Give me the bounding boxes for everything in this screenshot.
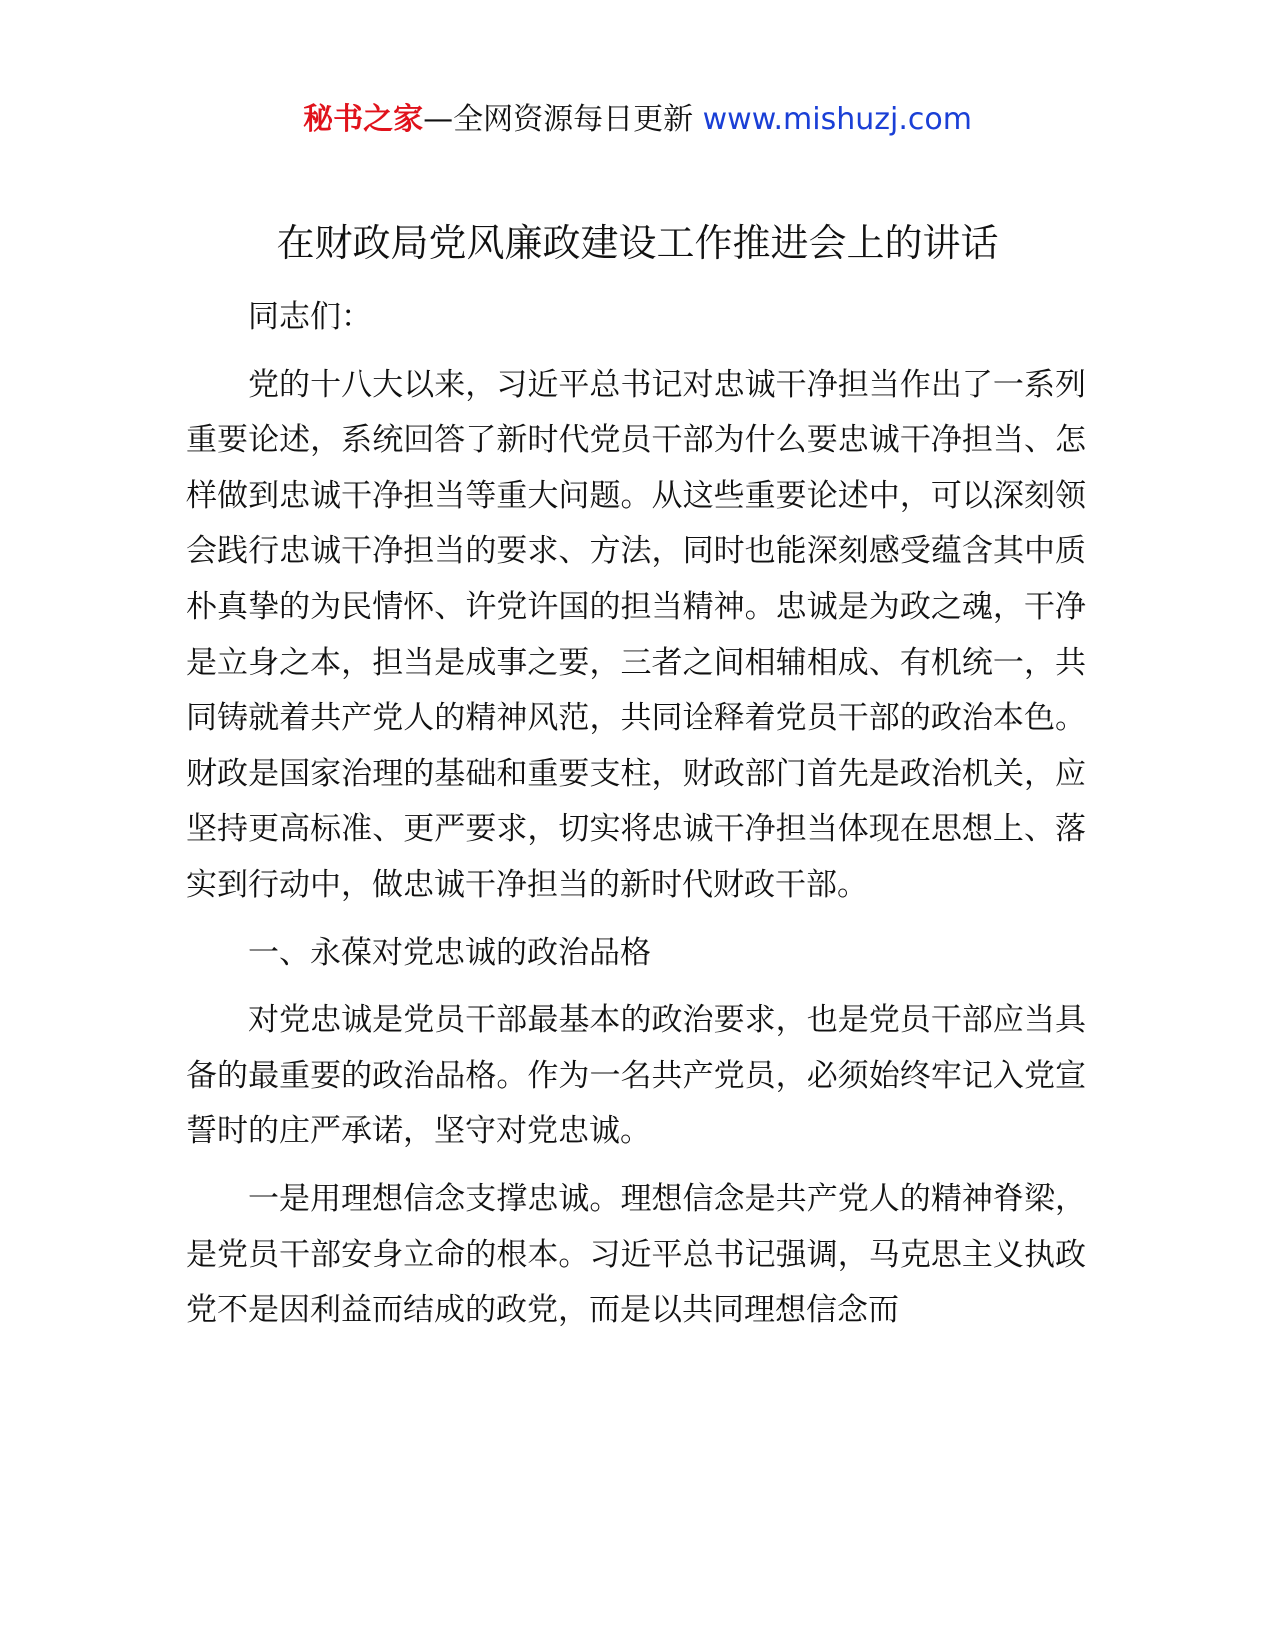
salutation: 同志们： (248, 299, 372, 335)
brand-name: 秘书之家 (303, 102, 424, 137)
paragraph-section-1-intro: 对党忠诚是党员干部最基本的政治要求，也是党员干部应当具备的最重要的政治品格。作为一名共产党员，必须始终牢记入党宣誓时的庄严承诺，坚守对党忠诚。 (186, 1002, 1086, 1150)
paragraph-point-1: 一是用理想信念支撑忠诚。理想信念是共产党人的精神脊梁，是党员干部安身立命的根本。习近平总书记强调，马克思主义执政党不是因利益而结成的政党，而是以共同理想信念而 (186, 1180, 1086, 1329)
header-tagline: —全网资源每日更新 (423, 102, 694, 137)
document-title: 在财政局党风廉政建设工作推进会上的讲话 (276, 221, 999, 265)
paragraph-intro: 党的十八大以来，习近平总书记对忠诚干净担当作出了一系列重要论述，系统回答了新时代党员干部为什么要忠诚干净担当、怎样做到忠诚干净担当等重大问题。从这些重要论述中，可以深刻领会践行忠诚干净担当的要求、方法，同时也能深刻感受蕴含其中质朴真挚的为民情怀、许党许国的担当精神。忠诚是为政之魂，干净是立身之本，担当是成事之要，三者之间相辅相成、有机统一，共同铸就着共产党人的精神风范，共同诠释着党员干部的政治本色。财政是国家治理的基础和重要支柱，财政部门首先是政治机关，应坚持更高标准、更严要求，切实将忠诚干净担当体现在思想上、落实到行动中，做忠诚干净担当的新时代财政干部。 (186, 366, 1086, 903)
site-header (0, 100, 1275, 140)
document-body (186, 290, 1086, 1351)
site-url-link[interactable]: www.mishuzj.com (702, 102, 972, 137)
section-heading-1: 一、永葆对党忠诚的政治品格 (248, 934, 651, 971)
